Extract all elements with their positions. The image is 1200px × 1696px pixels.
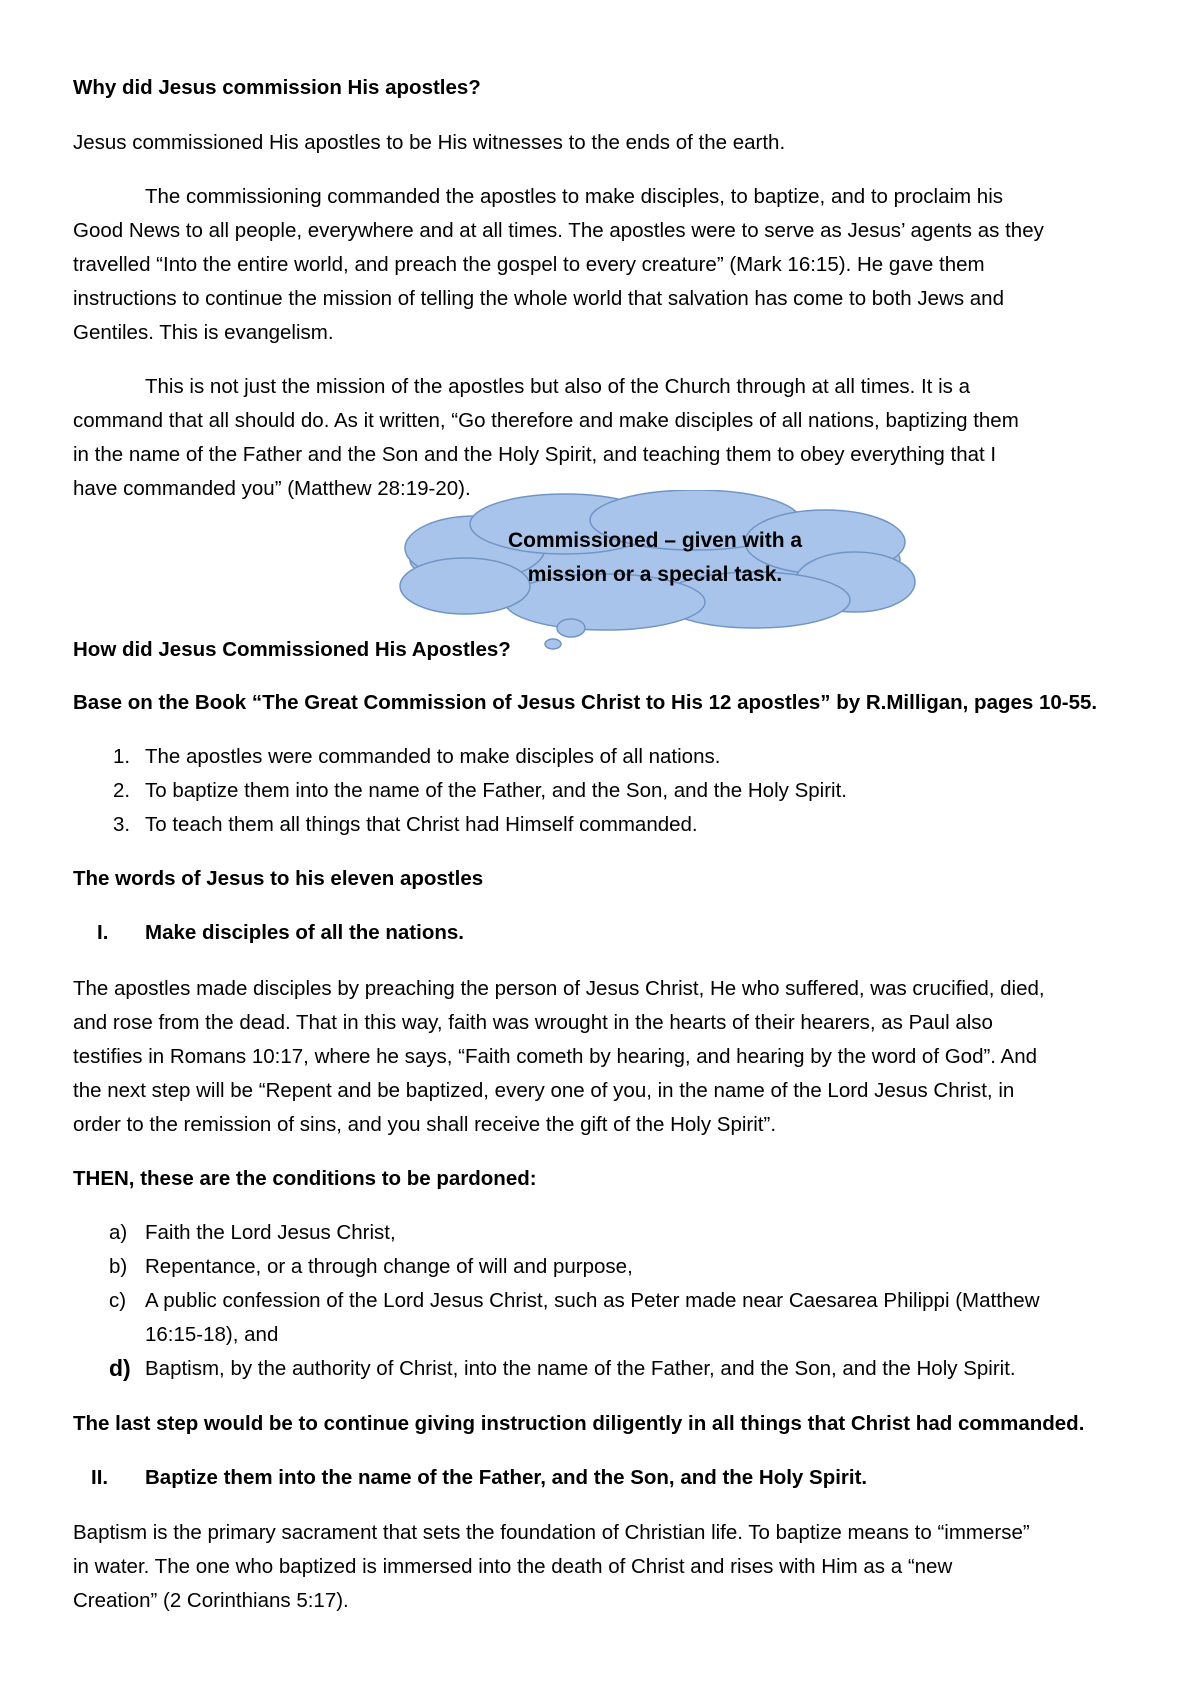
paragraph-line: in water. The one who baptized is immersed into the death of Christ and rises with Him as a “new	[73, 1555, 953, 1578]
paragraph-line: and rose from the dead. That in this way, faith was wrought in the hearts of their hearers, as Paul also	[73, 1011, 993, 1034]
list-item-text: Faith the Lord Jesus Christ,	[145, 1221, 396, 1244]
paragraph-line: The apostles made disciples by preaching the person of Jesus Christ, He who suffered, was crucified, died,	[73, 977, 1045, 1000]
heading-why-commission: Why did Jesus commission His apostles?	[73, 76, 481, 99]
paragraph-line: Creation” (2 Corinthians 5:17).	[73, 1589, 349, 1612]
roman-marker: II.	[91, 1466, 109, 1489]
thought-bubble-small	[545, 639, 561, 649]
roman-point-title: Baptize them into the name of the Father, and the Son, and the Holy Spirit.	[145, 1466, 868, 1489]
list-marker: 3.	[113, 813, 131, 836]
list-item-text: Repentance, or a through change of will and purpose,	[145, 1255, 633, 1278]
paragraph-line: travelled “Into the entire world, and preach the gospel to every creature” (Mark 16:15). He gave them	[73, 253, 985, 276]
conditions-heading: THEN, these are the conditions to be pardoned:	[73, 1167, 537, 1190]
paragraph-line: The commissioning commanded the apostles to make disciples, to baptize, and to proclaim his	[145, 185, 1004, 208]
list-marker: b)	[109, 1255, 128, 1278]
paragraph-line: testifies in Romans 10:17, where he says, “Faith cometh by hearing, and hearing by the word of God”. And	[73, 1045, 1038, 1068]
last-step-statement: The last step would be to continue giving instruction diligently in all things that Christ had commanded.	[73, 1412, 1085, 1435]
thought-bubble-large	[557, 619, 585, 637]
list-item-text: A public confession of the Lord Jesus Christ, such as Peter made near Caesarea Philippi (Matthew	[145, 1289, 1040, 1312]
roman-marker: I.	[97, 921, 109, 944]
paragraph-line: order to the remission of sins, and you shall receive the gift of the Holy Spirit”.	[73, 1113, 777, 1136]
paragraph-line: instructions to continue the mission of telling the whole world that salvation has come to both Jews and	[73, 287, 1004, 310]
paragraph-line: in the name of the Father and the Son and the Holy Spirit, and teaching them to obey everything that I	[73, 443, 997, 466]
paragraph-line: have commanded you” (Matthew 28:19-20).	[73, 477, 471, 500]
paragraph-line: command that all should do. As it written, “Go therefore and make disciples of all nations, baptizing them	[73, 409, 1019, 432]
paragraph-line: Good News to all people, everywhere and at all times. The apostles were to serve as Jesus’ agents as they	[73, 219, 1044, 242]
list-marker: 2.	[113, 779, 131, 802]
list-marker: c)	[109, 1289, 127, 1312]
list-item-text: 16:15-18), and	[145, 1323, 279, 1346]
paragraph-line: Gentiles. This is evangelism.	[73, 321, 334, 344]
list-item-text: The apostles were commanded to make disciples of all nations.	[145, 745, 721, 768]
paragraph-line: Baptism is the primary sacrament that sets the foundation of Christian life. To baptize means to “immerse”	[73, 1521, 1030, 1544]
paragraph-line: the next step will be “Repent and be baptized, every one of you, in the name of the Lord Jesus Christ, in	[73, 1079, 1015, 1102]
callout-line: mission or a special task.	[527, 563, 783, 586]
list-marker: d)	[109, 1355, 131, 1381]
callout-line: Commissioned – given with a	[507, 529, 803, 552]
heading-words-of-jesus: The words of Jesus to his eleven apostles	[73, 867, 484, 890]
roman-point-title: Make disciples of all the nations.	[145, 921, 464, 944]
paragraph-line: This is not just the mission of the apostles but also of the Church through at all times. It is a	[145, 375, 970, 398]
list-marker: 1.	[113, 745, 131, 768]
callout-text	[455, 524, 855, 592]
source-reference: Base on the Book “The Great Commission of Jesus Christ to His 12 apostles” by R.Milligan, pages 10-55.	[73, 691, 1098, 714]
definition-callout-cloud	[385, 490, 925, 650]
heading-how-commissioned: How did Jesus Commissioned His Apostles?	[73, 638, 511, 661]
list-marker: a)	[109, 1221, 128, 1244]
intro-paragraph: Jesus commissioned His apostles to be His witnesses to the ends of the earth.	[73, 131, 786, 154]
list-item-text: Baptism, by the authority of Christ, into the name of the Father, and the Son, and the Holy Spirit.	[145, 1357, 1016, 1380]
list-item-text: To teach them all things that Christ had Himself commanded.	[145, 813, 698, 836]
list-item-text: To baptize them into the name of the Father, and the Son, and the Holy Spirit.	[145, 779, 847, 802]
